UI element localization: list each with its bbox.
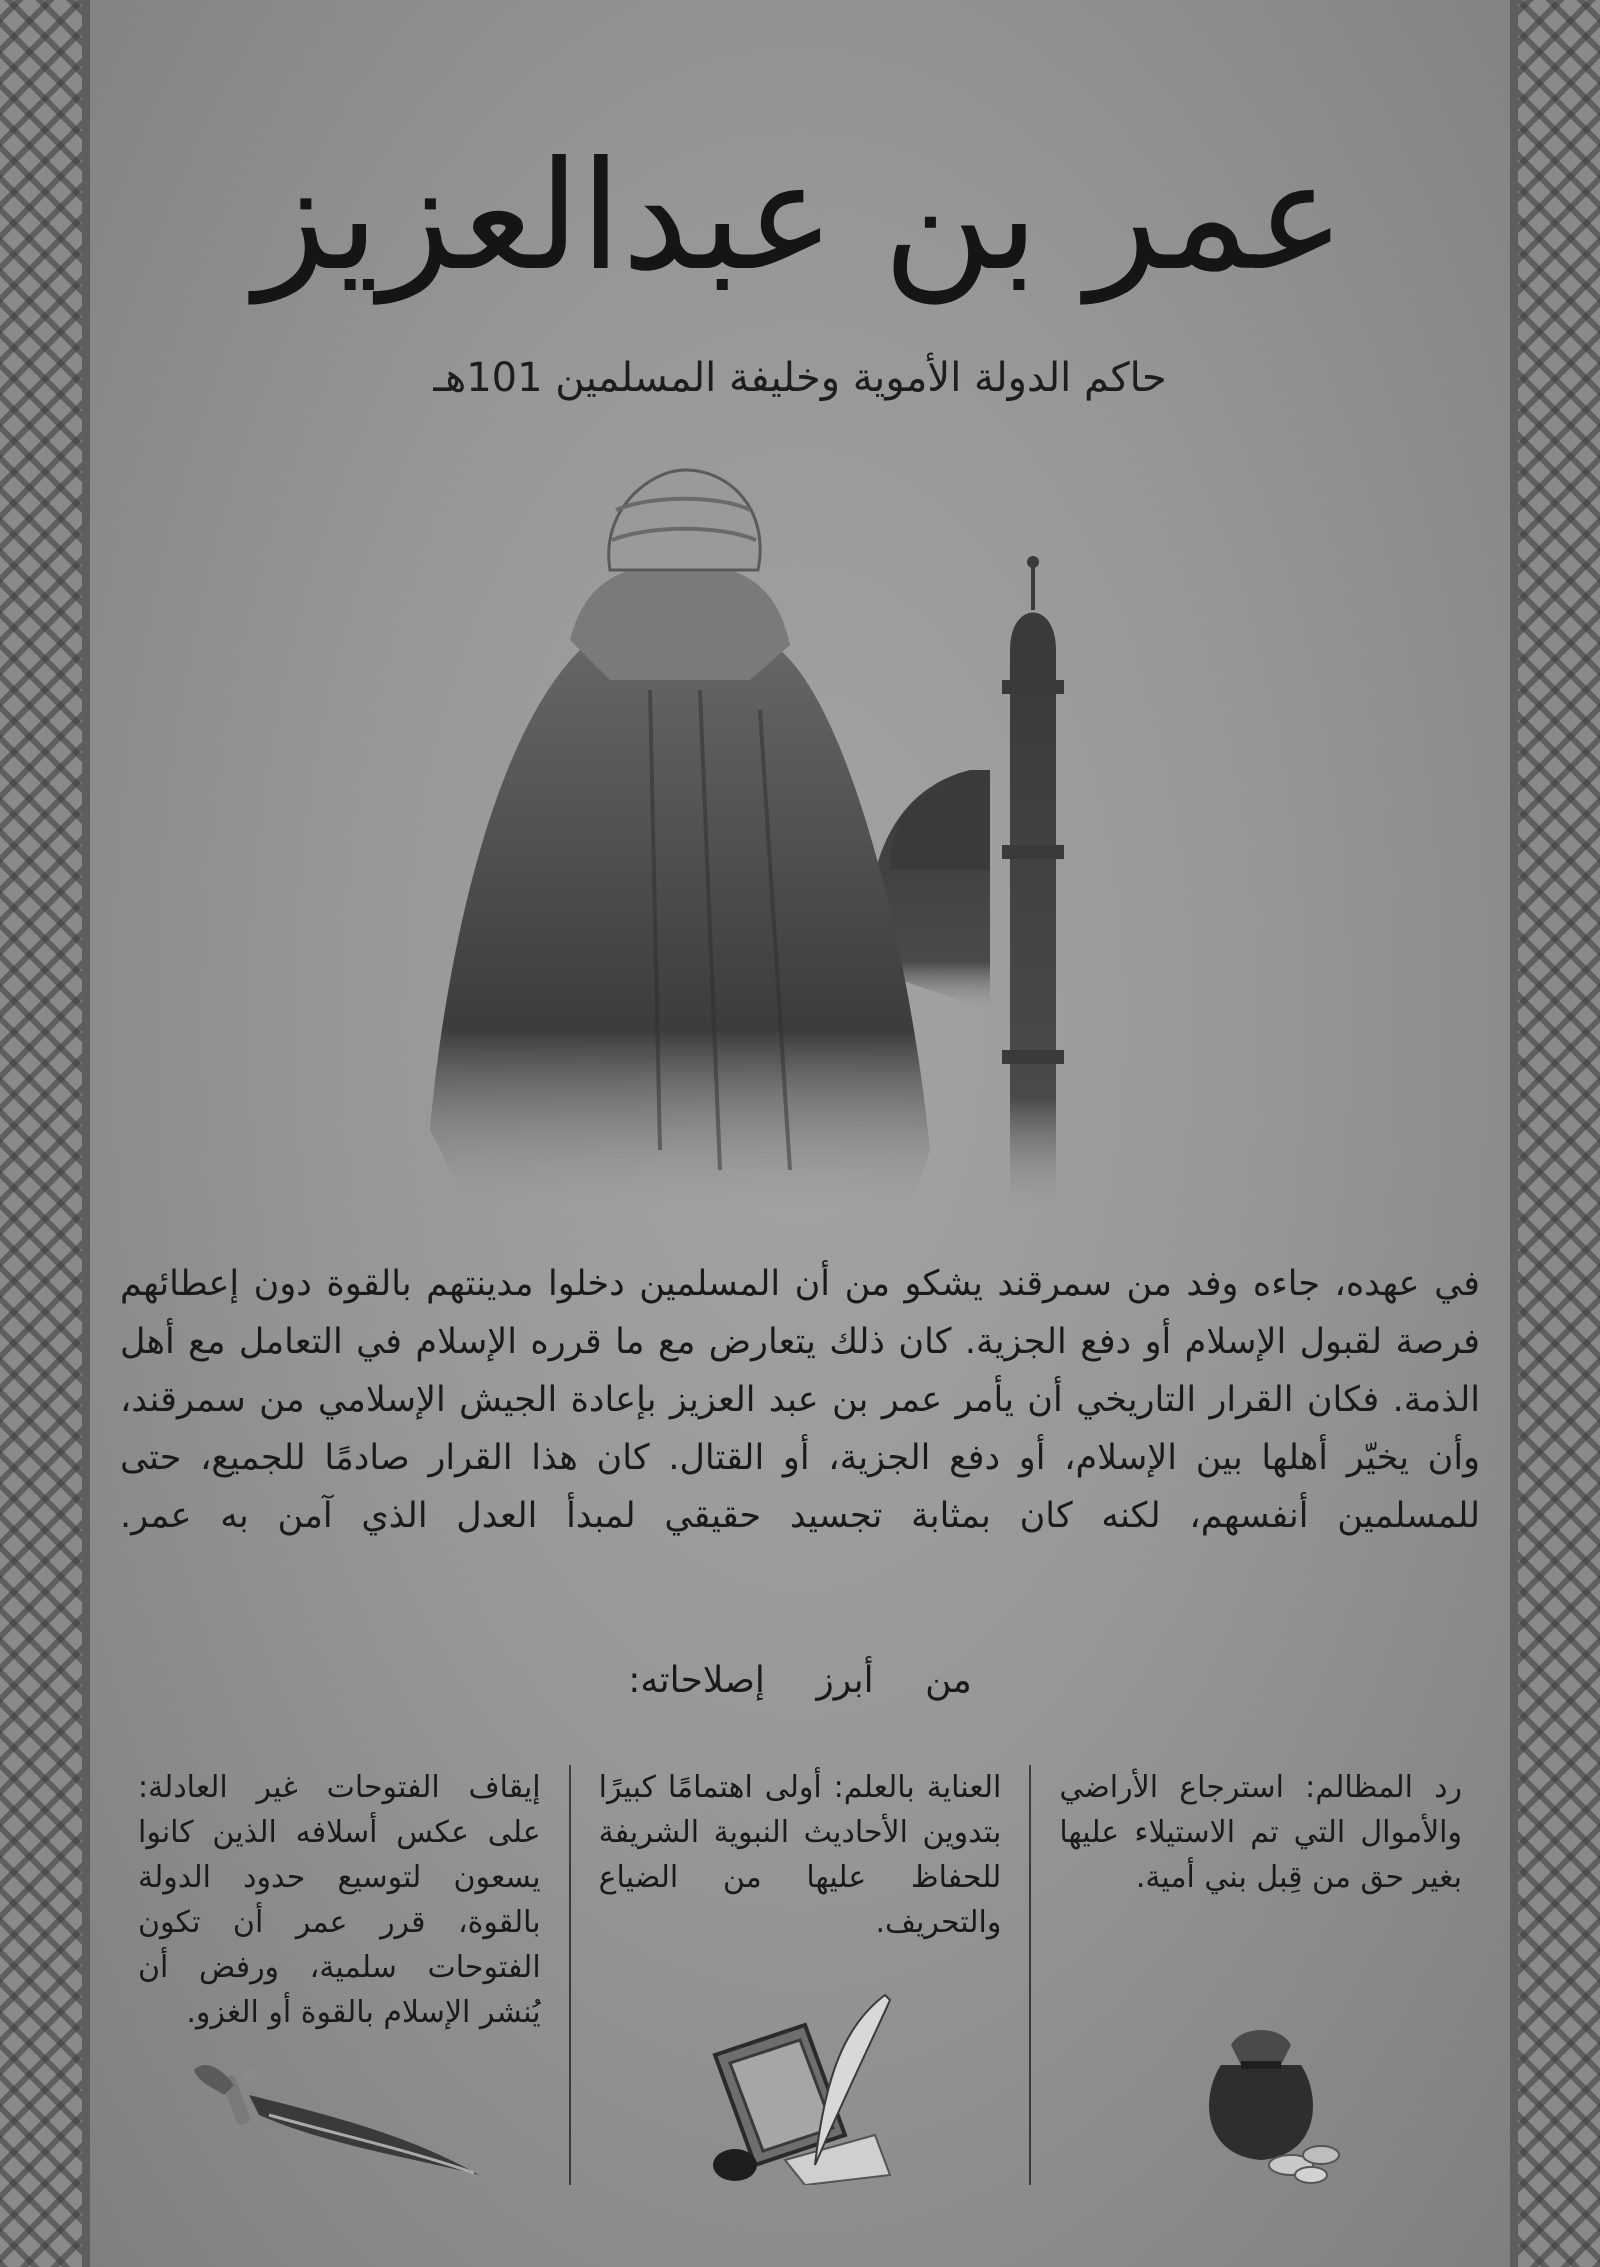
dagger-icon — [189, 2055, 489, 2185]
reforms-heading: من أبرز إصلاحاته: — [628, 1660, 972, 1701]
right-ornamental-border — [1510, 0, 1600, 2267]
left-ornamental-border — [0, 0, 90, 2267]
poster-subtitle: حاكم الدولة الأموية وخليفة المسلمين 101هـ — [433, 355, 1167, 401]
reform-column-grievances — [1031, 1765, 1490, 2185]
reform-text: رد المظالم: استرجاع الأراضي والأموال التي تم الاستيلاء عليها بغير حق من قِبل بني أمية. — [1059, 1770, 1462, 1895]
reform-column-knowledge — [571, 1765, 1032, 2185]
reform-text: العناية بالعلم: أولى اهتمامًا كبيرًا بتدوين الأحاديث النبوية الشريفة للحفاظ عليها من الضياع والتحريف. — [598, 1770, 1002, 1940]
reform-text: إيقاف الفتوحات غير العادلة: على عكس أسلافه الذين كانوا يسعون لتوسيع حدود الدولة بالقوة، قرر عمر أن تكون الفتوحات سلمية، ورفض أن يُنشر الإسلام بالقوة أو الغزو. — [137, 1770, 541, 2030]
body-paragraph: في عهده، جاءه وفد من سمرقند يشكو من أن المسلمين دخلوا مدينتهم بالقوة دون إعطائهم فرصة لقبول الإسلام أو دفع الجزية. كان ذلك يتعارض مع ما قرره الإسلام في التعامل مع أهل الذمة. فكان القرار التاريخي أن يأمر عمر بن عبد العزيز بإعادة الجيش الإسلامي من سمرقند، وأن يخيّر أهلها بين الإسلام، أو دفع الجزية، أو القتال. كان هذا القرار صادمًا للجميع، حتى للمسلمين أنفسهم، لكنه كان بمثابة تجسيد حقيقي لمبدأ العدل الذي آمن به عمر. — [120, 1264, 1480, 1536]
hero-illustration — [350, 450, 1330, 1230]
reforms-columns — [110, 1765, 1490, 2185]
reform-column-conquests — [110, 1765, 571, 2185]
poster-title: عمر بن عبدالعزيز — [254, 130, 1346, 304]
money-bag-coins-icon — [1171, 2005, 1351, 2185]
book-quill-ink-icon — [695, 1985, 905, 2185]
turbaned-man-figure-icon — [430, 470, 930, 1210]
